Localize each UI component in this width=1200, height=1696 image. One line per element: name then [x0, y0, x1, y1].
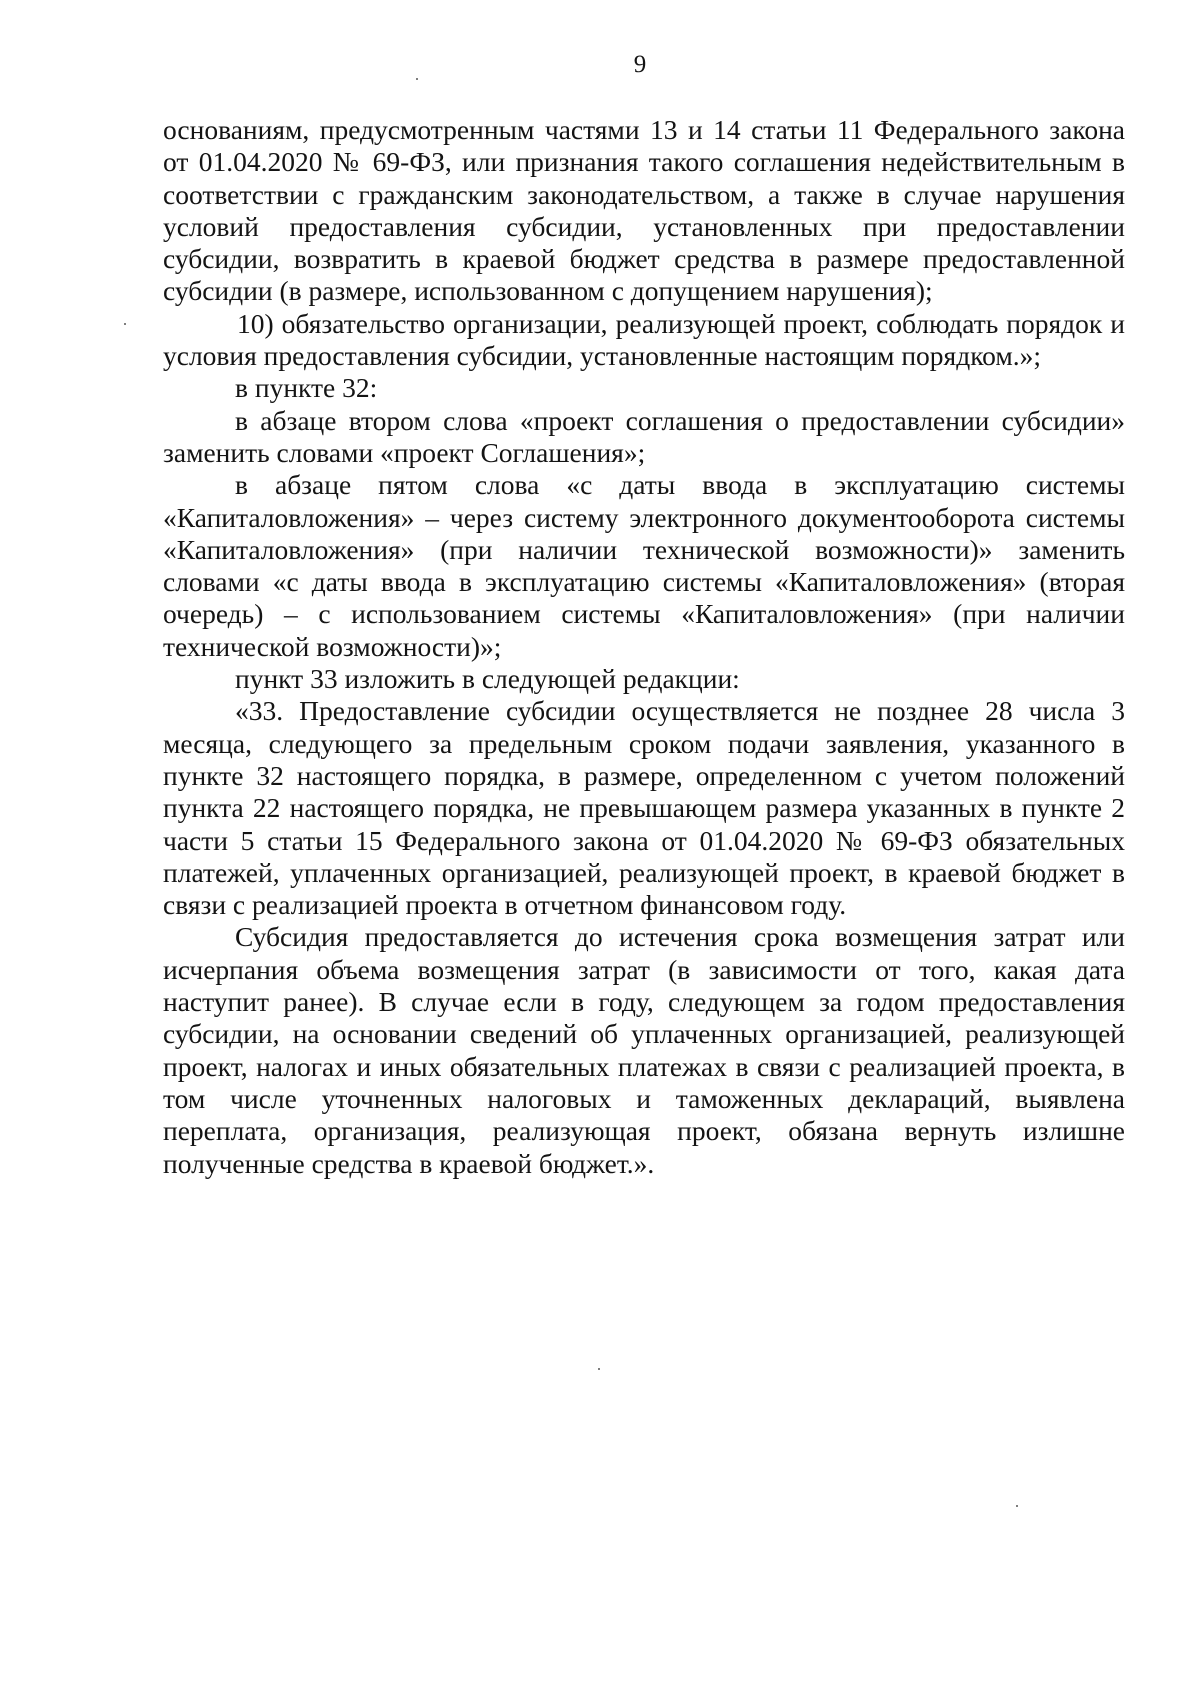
scan-speck — [598, 1368, 600, 1370]
paragraph-point-32-second-abzats: в абзаце втором слова «проект соглашения о предоставлении субсидии» заменить словами «проект Соглашения»; — [163, 404, 1125, 468]
scan-speck — [1016, 1505, 1018, 1507]
paragraph-refund-obligation: основаниям, предусмотренным частями 13 и 14 статьи 11 Федерального закона от 01.04.2020 № 69-ФЗ, или признания такого соглашения недействительным в соответствии с гражданским законодательством, а также в случае нарушения условий предоставления субсидии, установленных при предоставлении субсидии, возвратить в краевой бюджет средства в размере предоставленной субсидии (в размере, использованном с допущением нарушения); — [163, 114, 1125, 307]
paragraph-point-33-intro: пункт 33 изложить в следующей редакции: — [235, 663, 740, 695]
paragraph-point-32-intro: в пункте 32: — [235, 372, 378, 404]
paragraph-subsidy-term: Субсидия предоставляется до истечения срока возмещения затрат или исчерпания объема возмещения затрат (в зависимости от того, какая дата наступит ранее). В случае если в году, следующем за годом предоставления субсидии, на основании сведений об уплаченных организацией, реализующей проект, налогах и иных обязательных платежах в связи с реализацией проекта, в том числе уточненных налоговых и таможенных деклараций, выявлена переплата, организация, реализующая проект, обязана вернуть излишне полученные средства в краевой бюджет.». — [163, 921, 1125, 1179]
scan-speck — [124, 323, 126, 325]
paragraph-item-10: 10) обязательство организации, реализующей проект, соблюдать порядок и условия предоставления субсидии, установленные настоящим порядком.»; — [163, 307, 1125, 372]
paragraph-point-33-text: «33. Предоставление субсидии осуществляется не позднее 28 числа 3 месяца, следующего за предельным сроком подачи заявления, указанного в пункте 32 настоящего порядка, в размере, определенном с учетом положений пункта 22 настоящего порядка, не превышающем размера указанных в пункте 2 части 5 статьи 15 Федерального закона от 01.04.2020 № 69-ФЗ обязательных платежей, уплаченных организацией, реализующей проект, в краевой бюджет в связи с реализацией проекта в отчетном финансовом году. — [163, 695, 1125, 921]
scan-speck — [416, 78, 418, 80]
page-number: 9 — [633, 51, 647, 78]
document-body — [163, 114, 1125, 1180]
paragraph-point-32-fifth-abzats: в абзаце пятом слова «с даты ввода в эксплуатацию системы «Капиталовложения» – через систему электронного документооборота системы «Капиталовложения» (при наличии технической возможности)» заменить словами «с даты ввода в эксплуатацию системы «Капиталовложения» (вторая очередь) – с использованием системы «Капиталовложения» (при наличии технической возможности)»; — [163, 469, 1125, 662]
